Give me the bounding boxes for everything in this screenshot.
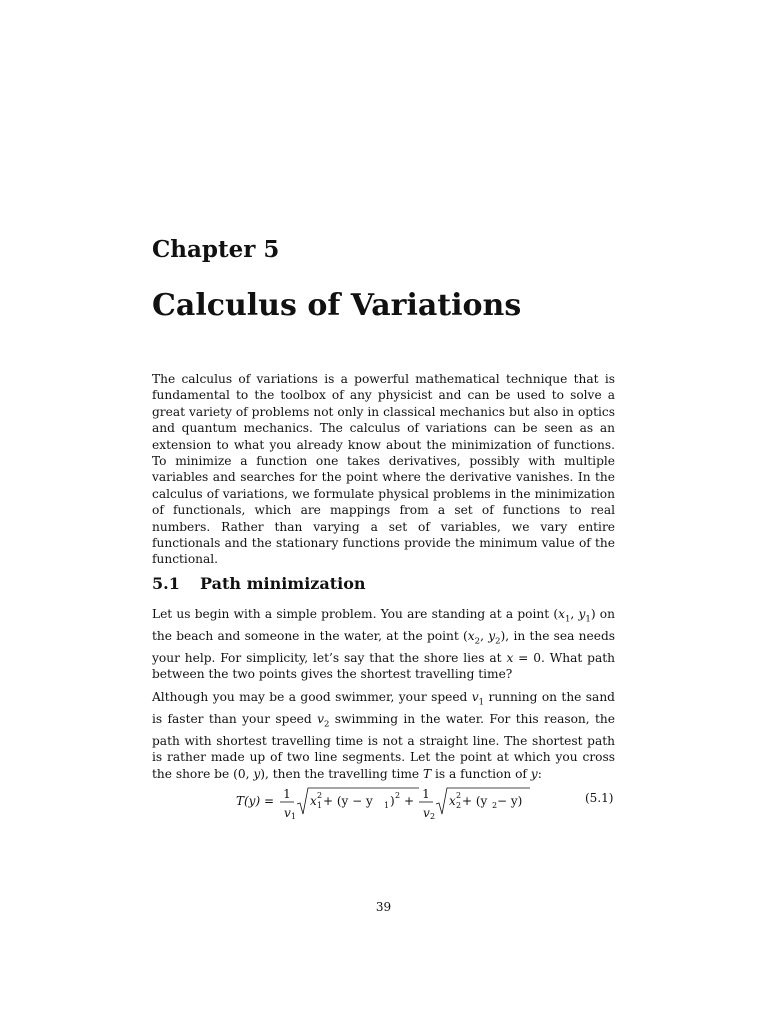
section-number: 5.1 xyxy=(152,574,180,593)
svg-text:1: 1 xyxy=(384,801,390,810)
equation-lhs: T(y) = xyxy=(236,794,275,808)
svg-text:1: 1 xyxy=(317,801,323,810)
section-title: Path minimization xyxy=(200,574,366,593)
equation-number: (5.1) xyxy=(585,791,614,805)
root1-rest: + (y − y xyxy=(323,794,373,808)
frac1-denominator: v xyxy=(284,806,291,820)
page-number: 39 xyxy=(375,900,392,914)
paragraph-path-problem: Let us begin with a simple problem. You are standing at a point ($x_1$, $y_1$) on the beach and someone in the water, at the point ($x_2$, $y_2$), in the sea needs your help. For simplicity, let’s say that the shore lies at x = 0. What path between the two points gives the shortest travelling time? xyxy=(152,607,615,682)
svg-text:− y): − y) xyxy=(497,794,523,808)
svg-text:2: 2 xyxy=(456,801,462,810)
intro-paragraph: The calculus of variations is a powerful mathematical technique that is fundamental to the toolbox of any physicist and can be used to solve a great variety of problems not only in classical mechanics but also in optics and quantum mechanics. The calculus of variations can be seen as an extension to what you already know about the minimization of functions. To minimize a function one takes derivatives, possibly with multiple variables and searches for the point where the derivative vanishes. In the calculus of variations, we formulate physical problems in the minimization of functionals, which are mappings from a set of functions to real numbers. Rather than varying a set of variables, we vary entire functionals and the stationary functions provide the minimum value of the functional. xyxy=(152,372,615,567)
plus-sign: + xyxy=(404,794,415,808)
root2-x: x xyxy=(449,794,456,808)
equation-5-1 xyxy=(236,784,536,828)
svg-text:): ) xyxy=(390,794,395,808)
svg-text:2: 2 xyxy=(317,791,323,800)
svg-text:2: 2 xyxy=(456,791,462,800)
frac2-denominator: v xyxy=(423,806,430,820)
svg-text:2: 2 xyxy=(492,801,498,810)
svg-text:2: 2 xyxy=(430,812,436,821)
chapter-label: Chapter 5 xyxy=(152,236,280,263)
svg-text:1: 1 xyxy=(291,812,297,821)
frac2-numerator: 1 xyxy=(422,787,430,801)
svg-text:2: 2 xyxy=(395,791,401,800)
root2-rest: + (y xyxy=(462,794,488,808)
frac1-numerator: 1 xyxy=(283,787,291,801)
chapter-title: Calculus of Variations xyxy=(152,288,522,323)
root1-x: x xyxy=(310,794,317,808)
paragraph-speeds: Although you may be a good swimmer, your speed $v_1$ running on the sand is faster than your speed $v_2$ swimming in the water. For this reason, the path with shortest travelling time is not a straight line. The shortest path is rather made up of two line segments. Let the point at which you cross the shore be (0, y), then the travelling time T is a function of y: xyxy=(152,690,615,781)
section-heading xyxy=(152,574,366,593)
